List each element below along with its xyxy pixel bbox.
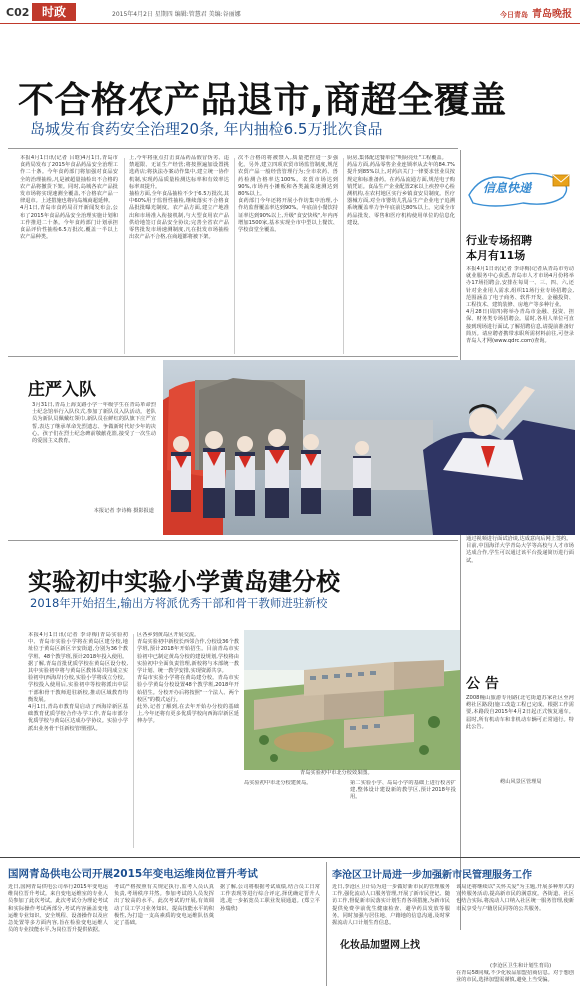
lead-para: 本报4月1日讯(记者 吕晗)4月1日,青岛市食药局发布了2015年食品药品安全治理工作二十条。今年食药部门将加强对食品安全的治理抽检,凡是被超量抽检出不合格的农产品将撤货下架。同时,岛城各农产品批发市场将实现速测全覆盖,不合格农产品一律退市。上述措施也将向岛城商超延伸。 [20, 155, 118, 205]
paper-name-b: 青岛晚报 [532, 9, 572, 20]
divider [8, 148, 458, 149]
notice-title: 公 告 [466, 676, 499, 692]
para: 岛实验初中市北分校建黄岛。 [244, 780, 312, 786]
photo-credit: 本报记者 李诗梅 摄影报道 [93, 508, 154, 514]
lead-para: 抽检方面,全年食品抽检不少于6.5万批次,其中60%用于监督性抽检,继续落实不合格食品批批曝光制度。农产品方面,建立产地准出和市场准入衔接机制,与大型食用农产品供给地签订食品安全协议;完善全省农产品零售批发市场速测制度,凡在批发市场抽检出农产品不合格,在商超都将被下架。 [129, 191, 229, 241]
column-rule [124, 158, 125, 354]
lead-subheadline: 岛城发布食药安全治理20条, 年内抽检6.5万批次食品 [30, 120, 383, 138]
school-col-1 [28, 632, 128, 850]
title-line: 本月有11场 [466, 249, 526, 262]
sidebar-rule [460, 150, 461, 930]
lead-para: 4月1日,青岛市食药局召开新闻发布会,公布了2015年食品药品安全治理实施计划和工作推进二十条。今年食药部门计划承担食品评价性抽检6.5万批次,覆盖一半以上农产品种类。 [20, 205, 118, 241]
para: 据了解,青岛首批优质学校在黄岛区设分校,其中实验初中将与黄岛区教体局共同成立实验初中(西海岸)分校,实验小学将成立分校。学校投入使用后,实验初中等校将派出中层干部和骨干教师进驻新校,推动区域教育均衡发展。 [28, 660, 128, 703]
bottom-right-col-3 [456, 970, 574, 986]
column-rule [133, 634, 134, 848]
bottom-left-title: 国网青岛供电公司开展2015年变电运维岗位晋升考试 [8, 868, 258, 880]
column-rule [343, 158, 344, 354]
para: 3月31日,青岛上海支路小学一年级学生在青岛革命烈士纪念馆举行入队仪式,参加了新队员入队活动。老队员为新队员佩戴红领巾,新队员在鲜红的队旗下庄严宣誓,表达了继承革命先烈遗志、争做新时代好少年的决心。孩子们在烈士纪念碑前敬献花篮,接受了一次生动的爱国主义教育。 [32, 402, 156, 445]
para: 本报4月1日讯(记者 李诗梅)青岛实验初中、青岛市实验小学将在黄岛区建分校,地址位于黄岛区新区辛安街道,分别为36个教学班、48个教学班,预计2018年投入使用。 [28, 632, 128, 660]
title-line: 行业专场招聘 [466, 234, 532, 247]
lead-headline: 不合格农产品退市,商超全覆盖 [18, 80, 507, 121]
para: 本报4月1日讯(记者 李诗梅)记者从青岛市劳动就业服务中心获悉,青岛市人才市场4月份将举办17场招聘会,安排在每周一、三、四、六,还针对企业用人需求,组织11场行业专场招聘会,范围涵盖了电子商务、软件开发、金融投资、工程技术、建筑装修、房地产等多种行业。 [466, 266, 574, 309]
flash-item1-title [466, 233, 532, 263]
para: 目前,中国海洋大学青岛大学等高校与人才市场达成合作,学生可以通过该平台投递简历进行面试。 [466, 543, 574, 564]
lead-para: 上,今年将重点打击食品药品假冒伪劣、违禁超限、无证生产经营;将按照遍加设置挑选药店;将执法办案动作集中,建立统一协作机制,实现药品质量检测达标率和有效率达标率双提升。 [129, 155, 229, 190]
para: 4月28日(周四)将举办青岛市金融、投资、担保、财务类专场招聘会。届时,各用人单位可直接到现场进行面试,了解招聘信息,请提前准备好简历。请应聘者携带求职所需材料前往,可登录青岛人才网(www.qdrc.com)查询。 [466, 309, 574, 345]
para: 4月1日,青岛市教育局启动了西海岸新区基础教育优质学校合作办学工作,青岛市部分优质学校与黄岛区达成办学协议。实验小学派出业务骨干任新校管理团队。 [28, 704, 128, 732]
notice-signature: 崂山风景区管理局 [500, 779, 542, 785]
para: 据了解,公司将根据考试成绩,结合员工日常工作表现等进行综合评定,择优确定晋升人选,进一步拓宽员工职业发展通道。(郑立平 孙瑞欣) [220, 884, 320, 912]
school-col-2 [137, 632, 239, 850]
school-subheadline: 2018年开始招生,输出方将派优秀干部和骨干教师进驻新校 [30, 596, 328, 610]
bottom-right-signature: (李沧区卫生和计划生育局) [490, 963, 552, 969]
bottom-right-col-1 [332, 884, 450, 930]
para: 考试严格按照有关规定执行,监考人员认真负责,考场秩序井然。参加考试的人员发挥出了较高的水平。此次考试的开展,有效调动了员工学习业务知识、提高技能水平的积极性,为打造一支高素质的变电运维队伍奠定了基础。 [114, 884, 214, 927]
para: 通过视频进行面试洽谈,达成意向后网上签约。 [466, 536, 572, 543]
para: 该局还将继续以"关怀关爱"为主题,开展多种形式的宣传服务活动,提高新市民的满意度。各街道、社区也结合实际,将流动人口纳入社区统一服务管理,使新市民享受与户籍居民同等的公共服务。 [456, 884, 574, 912]
school-rendering [244, 630, 460, 770]
para: 在青岛58同城,不少化妆品加盟招商信息。对于想创业的市民,选择加盟需谨慎,避免上当受骗。 [456, 970, 574, 984]
page-number: C02 [6, 6, 30, 19]
lead-col-2 [129, 155, 229, 355]
lead-col-4 [347, 155, 455, 355]
para: Z008幢山旅游专用路(北宅街道苏家社区至河崂社区路段)施工改造工程已完成。根据工作需要,本路段自2015年4月2日起正式恢复通车。届时,所有机动车和非机动车辆可正常通行。特此公告。 [466, 695, 574, 730]
bottom-left-col-3 [220, 884, 320, 986]
bottom-left-col-1 [8, 884, 108, 986]
para: 近日,国网青岛供电公司举行2015年变电运维岗位晋升考试。来自变电运维室的专业人员参加了此次考试。此次考试分为理论考试和实际操作考试两部分,考试内容涵盖变电运维专业知识、安全规程、设备操作以及应急处置等多方面内容,旨在检验变电运维人员的专业技能水平,为岗位晋升提供依据。 [8, 884, 108, 934]
bottom-right-col-2 [456, 884, 574, 960]
column-rule [234, 158, 235, 354]
flash-logo-text: 信息快递 [483, 181, 532, 195]
notice-body [466, 695, 574, 775]
para: 青岛市实验小学将在黄岛建分校。青岛市实验小学黄岛分校设置48个教学班,2018年开始招生。分校开办后将按照"一个法人、两个校区"的模式运行。 [137, 675, 239, 703]
rendering-caption: 青岛实验初中市北分校效果图。 [300, 770, 373, 776]
lead-col-1 [20, 155, 118, 355]
para: 区各乡到黄岛区开展交流。 [137, 632, 200, 638]
paper-name-a: 今日青岛 [500, 11, 528, 19]
lead-para: 药品方面,药品零售企业连锁率从去年的84.7%提升到85%以上,对药店关门一律要求营业员按规定和标准备药。在药品流通方面,规范电子购销凭证。食品生产企业配置2家以上疾控中心检测机构,在农村地区实行乡镇食安员制度。医疗器械方面,对全市婴幼儿乳品生产企业电子追溯系统覆盖率力争年底前达80%以上。完成全市药品批发、零售和医疗机构使用单位的信息化建设。 [347, 162, 455, 226]
flash-logo [463, 165, 575, 213]
bottom-left-col-2 [114, 884, 214, 986]
lead-para: 食药部门今年还将开展小作坊集中治理,小作坊监督覆盖率达到90%。年底前小餐饮持证率达到90%以上,升级"食安快线",年内再增加1500家,基本实现全市中型以上餐饮、学校食堂全覆盖。 [238, 198, 338, 234]
para: 近日,李沧区卫计局为进一步做好新市民的管理服务工作,强化流动人口服务管理,开展了新市民登记、随访工作,督促新市民落实计划生育各项措施,为新市民提供免费孕前优生健康检查、避孕药具发放等服务。同时加强与居住地、户籍地的信息沟通,及时掌握流动人口计划生育信息。 [332, 884, 450, 927]
para: 第二实验小学、岛岛小学的基础上进行校舍扩建,整体设计建设新的教学区,预计2018年投用。 [350, 780, 456, 801]
divider [8, 356, 458, 357]
ceremony-title: 庄严入队 [28, 380, 96, 400]
divider [0, 857, 580, 858]
bottom-right-title: 李沧区卫计局进一步加强新市民管理服务工作 [332, 870, 532, 881]
lead-para: 次不合格的将被禁入,质量把控进一步强化。另外,建立四项农贸市场监管制度,规范农贸产品一般经营管理行为;全市农药、兽药检测合格率达100%。农贸市场达到90%,市场内小摊贩和各类蔬菜速测达到80%以上。 [238, 155, 338, 198]
school-col-3 [244, 780, 344, 852]
school-col-4 [350, 780, 456, 852]
lead-col-3 [238, 155, 338, 355]
school-headline: 实验初中实验小学黄岛建分校 [28, 568, 340, 596]
date-editor-line: 2015年4月2日 星期四 编辑:管慧君 美编:谷丽娜 [112, 11, 241, 18]
lead-para: 厨房,集体配送餐单位"明厨亮灶"工程覆盖。 [347, 155, 447, 161]
column-rule [326, 862, 327, 986]
ceremony-photo-image [163, 360, 575, 535]
divider [8, 540, 458, 541]
para: 此外,记者了解到,在去年开始办分校的基础上,今年还将有更多优质学校向西海岸新区延伸办学。 [137, 704, 239, 725]
masthead [0, 0, 580, 24]
bottom-right-title-2: 化妆品加盟网上找 [340, 940, 420, 951]
section-tag: 时政 [32, 3, 76, 21]
para: 青岛实验初中新校长西邻合作,分校设36个教学班,预计2018年开始招生。目前青岛市实验初中已制定黄岛分校的建设规划,学校将由实验初中全面负责管理,新校将与本部统一教学计划、统一教学安排,实现资源共享。 [137, 639, 239, 675]
ceremony-body [32, 402, 156, 512]
ceremony-photo [163, 360, 575, 535]
paper-name [500, 5, 572, 20]
school-rendering-image [244, 630, 460, 770]
